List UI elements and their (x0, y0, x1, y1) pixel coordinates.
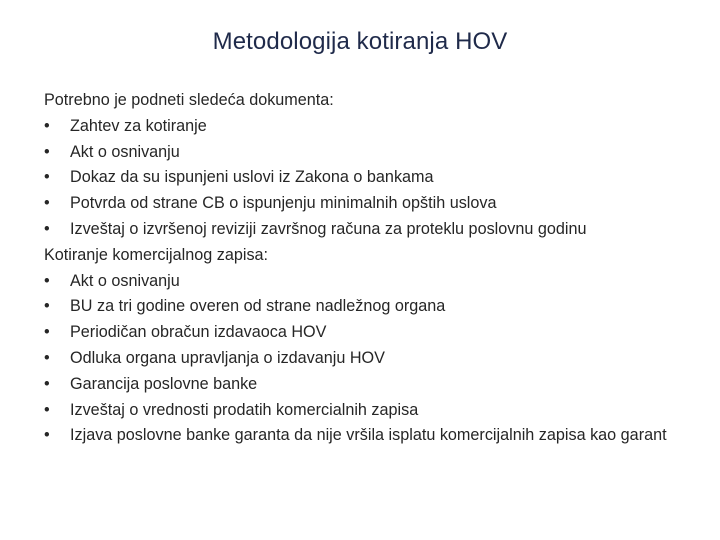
bullet-icon: • (44, 168, 50, 187)
list-item (44, 320, 684, 346)
list-item-text: Akt o osnivanju (70, 142, 180, 161)
list-item (44, 217, 684, 243)
list-item-text: Zahtev za kotiranje (70, 116, 207, 135)
list-item-text: Izveštaj o izvršenoj reviziji završnog računa za proteklu poslovnu godinu (70, 219, 587, 238)
bullet-icon: • (44, 116, 50, 135)
list-item (44, 346, 684, 372)
list-item-text: Odluka organa upravljanja o izdavanju HOV (70, 348, 385, 367)
list-item (44, 294, 684, 320)
list-item (44, 372, 684, 398)
slide-title: Metodologija kotiranja HOV (212, 28, 508, 55)
bullet-icon: • (44, 271, 50, 290)
bullet-icon: • (44, 194, 50, 213)
bullet-icon: • (44, 219, 50, 238)
list-item (44, 165, 684, 191)
bullet-icon: • (44, 348, 50, 367)
bullet-icon: • (44, 374, 50, 393)
list-item-text: Akt o osnivanju (70, 271, 180, 290)
list-item-text: Izveštaj o vrednosti prodatih komercialnih zapisa (70, 400, 419, 419)
slide-content (44, 88, 684, 449)
bullet-icon: • (44, 297, 50, 316)
list-item-text: Potvrda od strane CB o ispunjenju minimalnih opštih uslova (70, 194, 497, 213)
list-item-text: BU za tri godine overen od strane nadležnog organa (70, 297, 446, 316)
section-heading-commercial-paper: Kotiranje komercijalnog zapisa: (44, 245, 269, 264)
list-item (44, 269, 684, 295)
bullet-icon: • (44, 400, 50, 419)
list-item-text: Izjava poslovne banke garanta da nije vršila isplatu komercijalnih zapisa kao garant (70, 426, 667, 445)
list-item (44, 423, 684, 449)
list-item-text: Garancija poslovne banke (70, 374, 258, 393)
list-item (44, 114, 684, 140)
list-item-text: Periodičan obračun izdavaoca HOV (70, 323, 327, 342)
list-item (44, 398, 684, 424)
section-heading-documents: Potrebno je podneti sledeća dokumenta: (44, 91, 334, 109)
list-item (44, 191, 684, 217)
bullet-icon: • (44, 426, 50, 445)
list-item-text: Dokaz da su ispunjeni uslovi iz Zakona o bankama (70, 168, 434, 187)
list-item (44, 140, 684, 166)
bullet-icon: • (44, 142, 50, 161)
bullet-icon: • (44, 323, 50, 342)
